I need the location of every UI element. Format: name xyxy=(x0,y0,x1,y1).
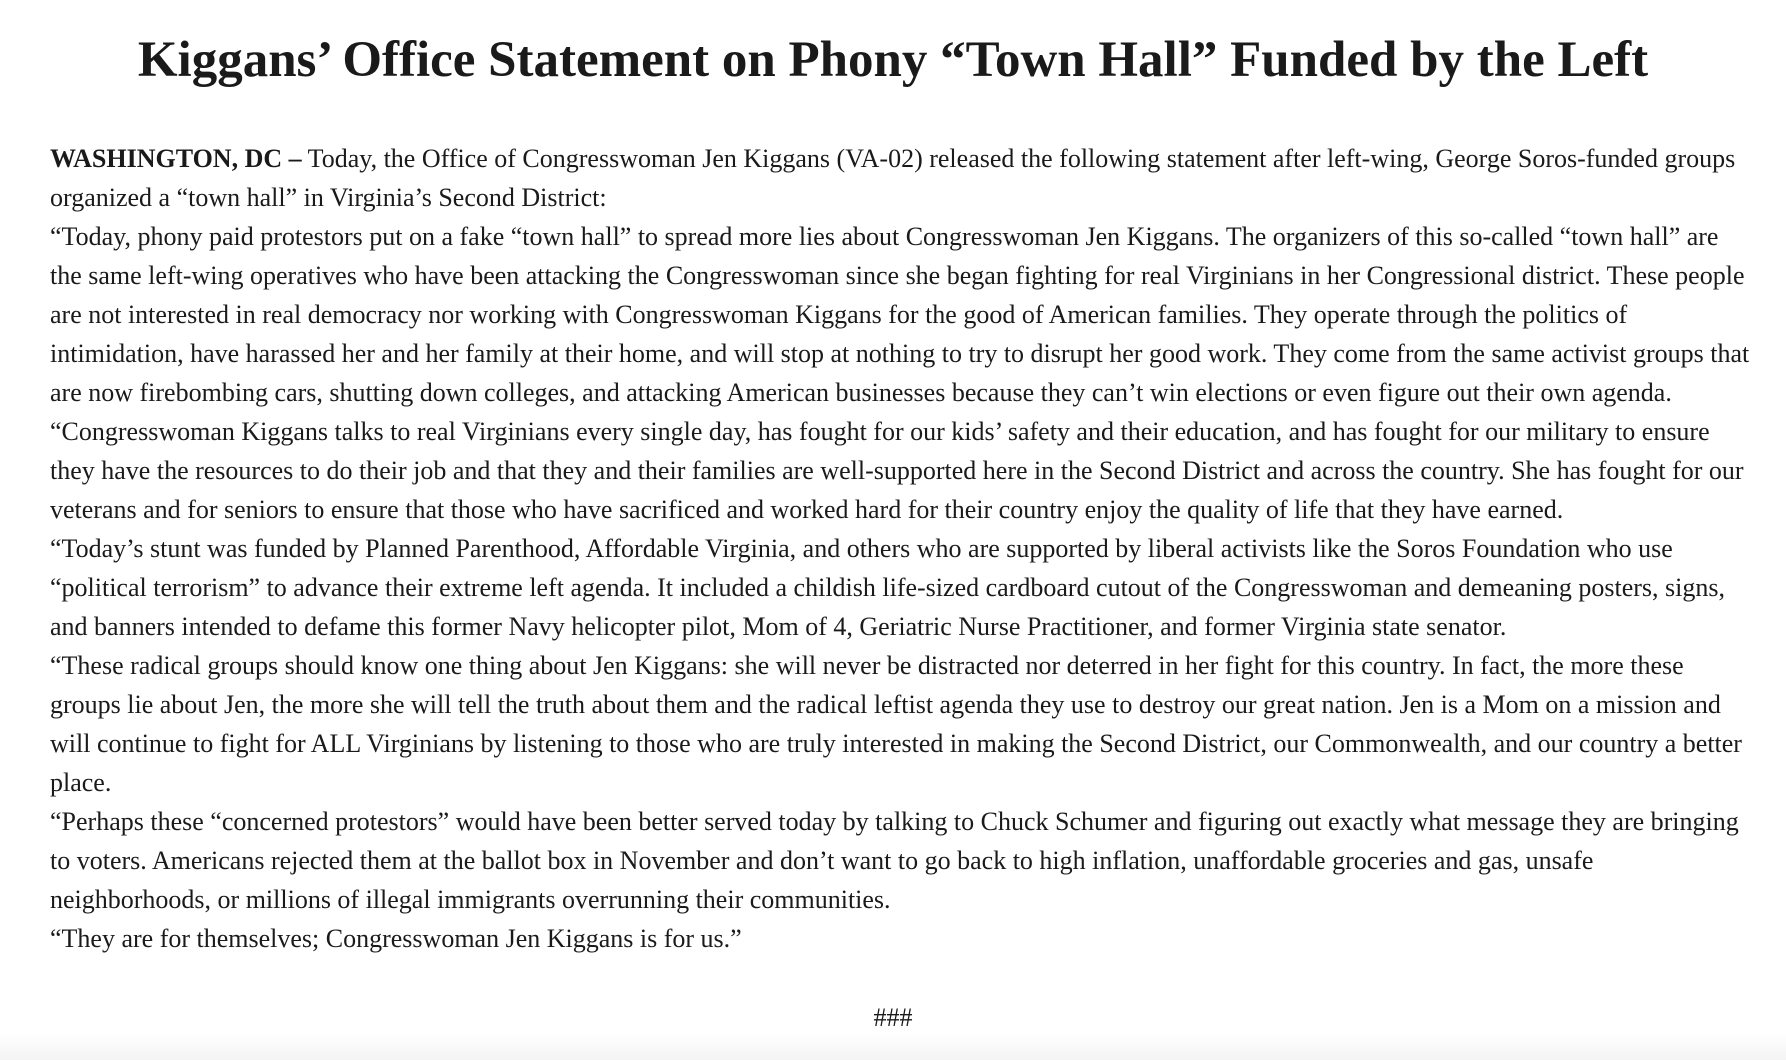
statement-paragraph-3: “Today’s stunt was funded by Planned Parenthood, Affordable Virginia, and others who are supported by liberal activists like the Soros Foundation who use “political terrorism” to advance their extreme left agenda. It included a childish life-sized cardboard cutout of the Congresswoman and demeaning posters, signs, and banners intended to defame this former Navy helicopter pilot, Mom of 4, Geriatric Nurse Practitioner, and former Virginia state senator. xyxy=(50,534,1725,641)
intro-text: Today, the Office of Congresswoman Jen Kiggans (VA-02) released the following statement after left-wing, George Soros-funded groups organized a “town hall” in Virginia’s Second District: xyxy=(50,144,1736,212)
page-bottom-shade xyxy=(0,1032,1786,1060)
statement-paragraph-5: “Perhaps these “concerned protestors” would have been better served today by talking to Chuck Schumer and figuring out exactly what message they are bringing to voters. Americans rejected them at the ballot box in November and don’t want to go back to high inflation, unaffordable groceries and gas, unsafe neighborhoods, or millions of illegal immigrants overrunning their communities. xyxy=(50,807,1739,914)
statement-paragraph-6: “They are for themselves; Congresswoman Jen Kiggans is for us.” xyxy=(50,924,742,953)
statement-body xyxy=(50,139,1750,958)
statement-paragraph-1: “Today, phony paid protestors put on a fake “town hall” to spread more lies about Congresswoman Jen Kiggans. The organizers of this so-called “town hall” are the same left-wing operatives who have been attacking the Congresswoman since she began fighting for real Virginians in her Congressional district. These people are not interested in real democracy nor working with Congresswoman Kiggans for the good of American families. They operate through the politics of intimidation, have harassed her and her family at their home, and will stop at nothing to try to disrupt her good work. They come from the same activist groups that are now firebombing cars, shutting down colleges, and attacking American businesses because they can’t win elections or even figure out their own agenda. xyxy=(50,222,1750,407)
statement-paragraph-4: “These radical groups should know one thing about Jen Kiggans: she will never be distracted nor deterred in her fight for this country. In fact, the more these groups lie about Jen, the more she will tell the truth about them and the radical leftist agenda they use to destroy our great nation. Jen is a Mom on a mission and will continue to fight for ALL Virginians by listening to those who are truly interested in making the Second District, our Commonwealth, and our country a better place. xyxy=(50,651,1742,797)
intro-paragraph xyxy=(50,139,1750,217)
end-mark: ### xyxy=(873,1003,913,1032)
dateline: WASHINGTON, DC – xyxy=(50,144,302,173)
page-title: Kiggans’ Office Statement on Phony “Town Hall” Funded by the Left xyxy=(137,32,1649,88)
statement-paragraph-2: “Congresswoman Kiggans talks to real Virginians every single day, has fought for our kids’ safety and their education, and has fought for our military to ensure they have the resources to do their job and that they and their families are well-supported here in the Second District and across the country. She has fought for our veterans and for seniors to ensure that those who have sacrificed and worked hard for their country enjoy the quality of life that they have earned. xyxy=(50,417,1744,524)
